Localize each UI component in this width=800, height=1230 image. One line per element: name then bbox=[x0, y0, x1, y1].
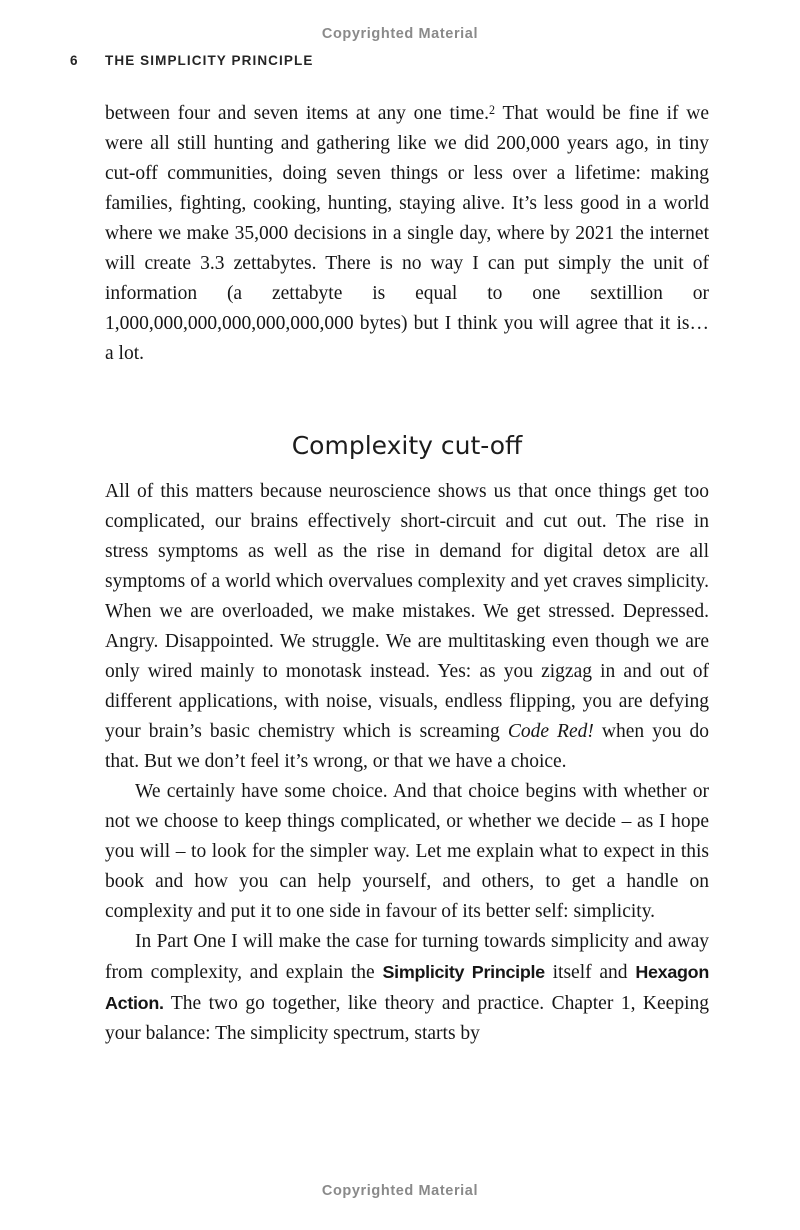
running-title: THE SIMPLICITY PRINCIPLE bbox=[105, 53, 314, 68]
text-run-sup: 2 bbox=[489, 102, 496, 117]
text-run: itself and bbox=[544, 962, 636, 983]
text-run-bold: Simplicity Principle bbox=[382, 962, 545, 982]
body-paragraph bbox=[105, 99, 709, 369]
body-paragraph bbox=[105, 477, 709, 777]
text-run: We certainly have some choice. And that choice begins with whether or not we choose to keep things complicated, or whether we decide – as I hope you will – to look for the simpler way. Let me explain what to expect in this book and how you can help yourself, and others, to get a handle on complexity and put it to one side in favour of its better self: simplicity. bbox=[105, 781, 709, 922]
body-text bbox=[105, 99, 709, 1049]
page-header bbox=[70, 53, 800, 68]
body-paragraph bbox=[105, 777, 709, 927]
text-run: when you do that. But we don’t feel it’s wrong, or that we have a choice. bbox=[105, 721, 709, 772]
text-run: That would be fine if we were all still hunting and gathering like we did 200,000 years ago, in tiny cut-off communities, doing seven things or less over a lifetime: making families, fighting, cooking, hunting, staying alive. It’s less good in a world where we make 35,000 decisions in a single day, where by 2021 the internet will create 3.3 zettabytes. There is no way I can put simply the unit of information (a zettabyte is equal to one sextillion or 1,000,000,000,000,000,000,000 bytes) but I think you will agree that it is… a lot. bbox=[105, 103, 709, 364]
copyright-notice-bottom: Copyrighted Material bbox=[321, 1183, 479, 1199]
copyright-notice-top: Copyrighted Material bbox=[321, 26, 479, 42]
section-heading: Complexity cut-off bbox=[291, 431, 523, 460]
page-number: 6 bbox=[70, 53, 79, 68]
intro-text bbox=[105, 99, 709, 369]
text-run: The two go together, like theory and practice. Chapter 1, Keeping your balance: The simplicity spectrum, starts by bbox=[105, 993, 709, 1044]
text-run: All of this matters because neuroscience shows us that once things get too complicated, our brains effectively short-circuit and cut out. The rise in stress symptoms as well as the rise in demand for digital detox are all symptoms of a world which overvalues complexity and yet craves simplicity. When we are overloaded, we make mistakes. We get stressed. Depressed. Angry. Disappointed. We struggle. We are multitasking even though we are only wired mainly to monotask instead. Yes: as you zigzag in and out of different applications, with noise, visuals, endless flipping, you are defying your brain’s basic chemistry which is screaming bbox=[105, 481, 709, 742]
text-run-bold: Hexagon Action. bbox=[105, 962, 709, 1013]
text-run: In Part One I will make the case for turning towards simplicity and away from complexity, and explain the bbox=[105, 931, 709, 983]
section-text bbox=[105, 477, 709, 1049]
body-paragraph bbox=[105, 927, 709, 1049]
text-run: between four and seven items at any one time. bbox=[105, 103, 490, 124]
text-run-italic: Code Red! bbox=[507, 721, 594, 742]
